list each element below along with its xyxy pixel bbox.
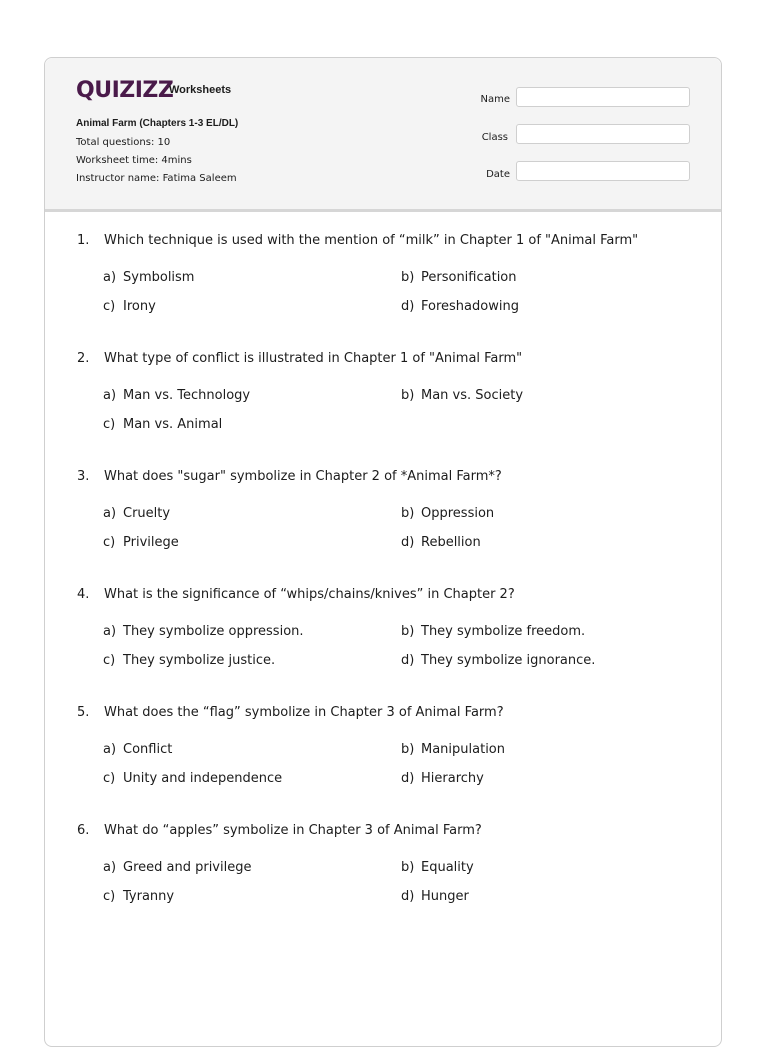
total-questions: Total questions: 10 (76, 137, 171, 148)
instructor-name: Instructor name: Fatima Saleem (76, 173, 237, 184)
option-letter: a) (103, 506, 117, 521)
worksheet-header (45, 58, 721, 212)
answer-option[interactable] (401, 299, 519, 314)
worksheet-page (44, 57, 722, 1047)
option-letter: c) (103, 889, 116, 904)
answer-option[interactable] (401, 889, 469, 904)
option-text: Oppression (421, 506, 495, 521)
option-letter: d) (401, 889, 415, 904)
question-number: 5. (77, 705, 90, 720)
option-letter: a) (103, 388, 117, 403)
option-text: Foreshadowing (421, 299, 519, 314)
option-text: They symbolize justice. (123, 653, 276, 668)
option-text: Man vs. Technology (123, 388, 251, 403)
answer-option[interactable] (401, 771, 484, 786)
option-letter: c) (103, 535, 116, 550)
date-label: Date (486, 169, 510, 180)
option-text: Greed and privilege (123, 860, 252, 875)
quizizz-logo: QUIZIZZ (76, 78, 174, 103)
answer-option[interactable] (401, 388, 523, 403)
question-text: What do “apples” symbolize in Chapter 3 of Animal Farm? (104, 823, 482, 838)
option-text: Conflict (123, 742, 173, 757)
name-field[interactable] (516, 87, 690, 107)
question-5 (77, 705, 504, 720)
option-text: Tyranny (123, 889, 175, 904)
date-field[interactable] (516, 161, 690, 181)
option-letter: b) (401, 624, 415, 639)
option-text: They symbolize ignorance. (421, 653, 596, 668)
option-letter: d) (401, 653, 415, 668)
answer-option[interactable] (103, 299, 156, 314)
option-text: Hunger (421, 889, 469, 904)
question-text: What type of conflict is illustrated in Chapter 1 of "Animal Farm" (104, 351, 523, 366)
worksheet-title: Animal Farm (Chapters 1-3 EL/DL) (76, 118, 239, 129)
question-6 (77, 823, 482, 838)
answer-option[interactable] (103, 889, 174, 904)
logo-subtitle: Worksheets (169, 84, 232, 96)
answer-option[interactable] (401, 860, 474, 875)
option-letter: a) (103, 270, 117, 285)
answer-option[interactable] (103, 653, 275, 668)
question-2 (77, 351, 522, 366)
answer-option[interactable] (401, 270, 517, 285)
answer-option[interactable] (401, 506, 494, 521)
option-letter: c) (103, 771, 116, 786)
question-3 (77, 469, 502, 484)
option-text: Man vs. Society (421, 388, 524, 403)
option-text: Symbolism (123, 270, 195, 285)
option-text: Rebellion (421, 535, 481, 550)
answer-option[interactable] (103, 624, 304, 639)
option-text: Man vs. Animal (123, 417, 223, 432)
option-text: Cruelty (123, 506, 171, 521)
answer-option[interactable] (103, 742, 172, 757)
answer-option[interactable] (103, 860, 251, 875)
worksheet-time: Worksheet time: 4mins (76, 155, 192, 166)
option-letter: d) (401, 299, 415, 314)
answer-option[interactable] (103, 270, 194, 285)
answer-option[interactable] (103, 771, 282, 786)
question-4 (77, 587, 515, 602)
class-label: Class (481, 132, 508, 143)
option-letter: b) (401, 506, 415, 521)
option-letter: d) (401, 771, 415, 786)
question-number: 4. (77, 587, 90, 602)
question-1 (77, 233, 638, 248)
question-text: What does the “flag” symbolize in Chapter 3 of Animal Farm? (104, 705, 504, 720)
option-letter: c) (103, 417, 116, 432)
option-letter: b) (401, 742, 415, 757)
option-letter: b) (401, 860, 415, 875)
option-text: Unity and independence (123, 771, 283, 786)
option-text: Manipulation (421, 742, 506, 757)
option-text: Hierarchy (421, 771, 484, 786)
option-letter: c) (103, 653, 116, 668)
question-text: Which technique is used with the mention of “milk” in Chapter 1 of "Animal Farm" (104, 233, 639, 248)
question-number: 6. (77, 823, 90, 838)
answer-option[interactable] (103, 535, 179, 550)
question-number: 2. (77, 351, 90, 366)
option-letter: a) (103, 860, 117, 875)
option-letter: c) (103, 299, 116, 314)
answer-option[interactable] (401, 653, 595, 668)
option-letter: b) (401, 270, 415, 285)
option-text: Equality (421, 860, 474, 875)
name-label: Name (480, 94, 510, 105)
question-text: What does "sugar" symbolize in Chapter 2 of *Animal Farm*? (104, 469, 502, 484)
answer-option[interactable] (401, 535, 481, 550)
answer-option[interactable] (103, 506, 170, 521)
question-number: 3. (77, 469, 90, 484)
option-letter: d) (401, 535, 415, 550)
answer-option[interactable] (401, 624, 585, 639)
option-letter: a) (103, 624, 117, 639)
option-text: Personification (421, 270, 517, 285)
option-text: Irony (123, 299, 156, 314)
option-text: Privilege (123, 535, 179, 550)
option-text: They symbolize oppression. (123, 624, 304, 639)
option-letter: b) (401, 388, 415, 403)
answer-option[interactable] (401, 742, 505, 757)
answer-option[interactable] (103, 417, 222, 432)
question-text: What is the significance of “whips/chains/knives” in Chapter 2? (104, 587, 515, 602)
answer-option[interactable] (103, 388, 250, 403)
option-letter: a) (103, 742, 117, 757)
option-text: They symbolize freedom. (421, 624, 586, 639)
question-number: 1. (77, 233, 90, 248)
class-field[interactable] (516, 124, 690, 144)
